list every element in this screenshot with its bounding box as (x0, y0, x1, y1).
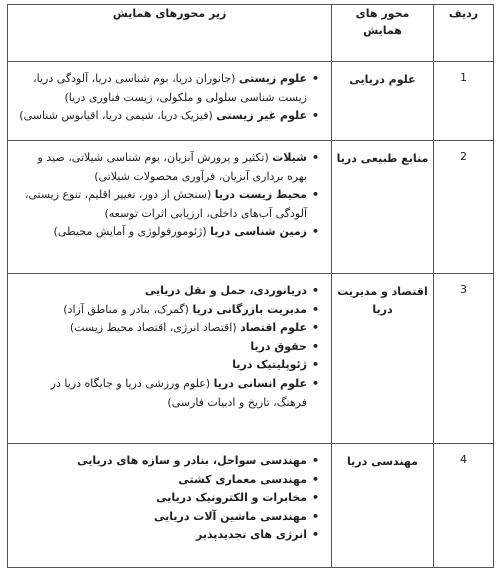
list-item (16, 107, 319, 126)
row-index: 1 (434, 62, 494, 141)
item-detail: (علوم ورزشی دریا و جایگاه دریا در فرهنگ، تاریخ و ادبیات فارسی) (50, 376, 307, 409)
row-axis: اقتصاد و مدیریت دریا (332, 274, 434, 444)
list-item (16, 452, 319, 471)
table-header-row (8, 5, 494, 62)
row-sub-axes (8, 444, 332, 568)
item-title: شیلات (272, 151, 307, 164)
row-index: 4 (434, 444, 494, 568)
item-title: علوم انسانی دریا (213, 376, 307, 390)
row-sub-axes (8, 141, 332, 274)
list-item (16, 489, 319, 508)
list-item (16, 508, 319, 527)
item-title: زمین شناسی دریا (210, 225, 307, 239)
row-index: 2 (434, 141, 494, 274)
list-item (16, 186, 319, 223)
item-title: مهندسی معماری کشتی (178, 472, 307, 486)
list-item (16, 356, 319, 375)
item-title: حقوق دریا (250, 339, 307, 353)
list-item (16, 375, 319, 412)
conference-axes-table (7, 4, 494, 568)
row-index: 3 (434, 274, 494, 444)
list-item (16, 526, 319, 545)
list-item (16, 319, 319, 338)
header-index: ردیف (434, 5, 494, 62)
item-detail: (ژئومورفولوژی و آمایش محیطی) (53, 225, 211, 239)
table-row (8, 444, 494, 568)
item-title: علوم زیستی (238, 72, 307, 85)
table-row (8, 274, 494, 444)
row-sub-axes (8, 274, 332, 444)
table-row (8, 141, 494, 274)
item-title: مخابرات و الکترونیک دریایی (156, 491, 307, 505)
list-item (16, 223, 319, 242)
item-title: ژئوپلیتیک دریا (232, 358, 307, 372)
item-detail: (جانوران دریا، بوم شناسی دریا، آلودگی دریا، زیست شناسی سلولی و ملکولی، زیست فناوری دریا) (33, 72, 307, 104)
list-item (16, 338, 319, 357)
item-title: علوم غیر زیستی (216, 109, 307, 123)
row-axis: منابع طبیعی دریا (332, 141, 434, 274)
item-title: انرژی های تجدیدپذیر (195, 528, 307, 542)
row-axis: مهندسی دریا (332, 444, 434, 568)
item-title: مدیریت بازرگانی دریا (192, 302, 307, 316)
item-detail: (تکثیر و پرورش آبزیان، بوم شناسی شیلاتی، صید و بهره برداری آبزیان، فرآوری محصولات شیلاتی) (37, 151, 307, 183)
item-detail: (سنجش از دور، تغییر اقلیم، تنوع زیستی، آلودگی آب‌های داخلی، ارزیابی اثرات توسعه) (24, 188, 307, 220)
list-item (16, 149, 319, 186)
item-title: محیط زیست دریا (214, 188, 307, 202)
item-title: علوم اقتصاد (240, 321, 307, 335)
header-sub-axes: زیر محورهای همایش (8, 5, 332, 62)
item-title: مهندسی سواحل، بنادر و سازه های دریایی (77, 454, 307, 467)
list-item (16, 301, 319, 320)
item-title: دریانوردی، حمل و نقل دریایی (144, 284, 307, 297)
row-sub-axes (8, 62, 332, 141)
item-detail: (اقتصاد انرژی، اقتصاد محیط زیست) (69, 321, 241, 335)
row-axis: علوم دریایی (332, 62, 434, 141)
list-item (16, 282, 319, 301)
item-detail: (فیزیک دریا، شیمی دریا، اقیانوس شناسی) (19, 109, 217, 123)
list-item (16, 70, 319, 107)
item-detail: (گمرک، بنادر و مناطق آزاد) (63, 302, 193, 316)
table-row (8, 62, 494, 141)
list-item (16, 471, 319, 490)
item-title: مهندسی ماشین آلات دریایی (153, 509, 307, 523)
header-axis: محور های همایش (332, 5, 434, 62)
